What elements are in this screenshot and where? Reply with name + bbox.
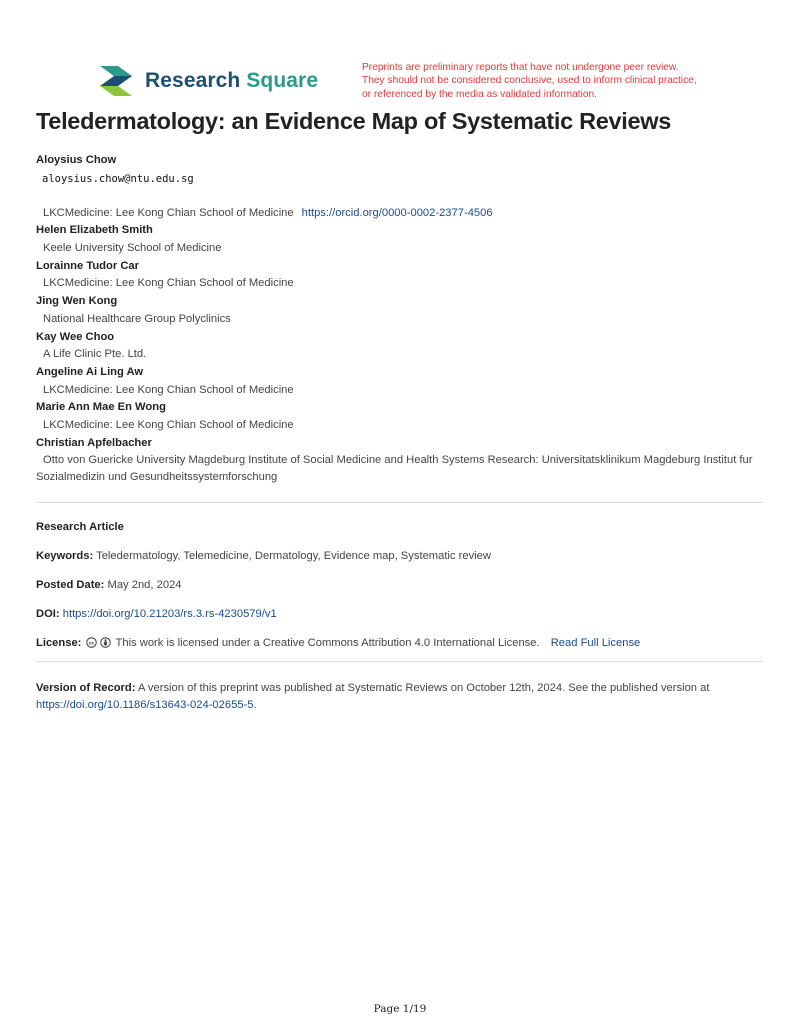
read-full-license-link[interactable]: Read Full License	[550, 637, 641, 649]
preprint-disclaimer	[362, 61, 782, 101]
logo-text	[145, 69, 318, 93]
article-type-label: Research Article	[36, 521, 124, 533]
author-name: Lorainne Tudor Car	[36, 259, 139, 272]
author-name: Angeline Ai Ling Aw	[36, 365, 144, 378]
license	[36, 637, 766, 651]
keywords	[36, 550, 766, 562]
posted-date	[36, 579, 766, 591]
disclaimer-line: They should not be considered conclusive, used to inform clinical practice,	[362, 75, 697, 87]
disclaimer-line: Preprints are preliminary reports that have not undergone peer review.	[362, 62, 679, 73]
version-of-record	[36, 680, 766, 714]
author-affiliation: A Life Clinic Pte. Ltd.	[43, 348, 147, 361]
cc-icon	[86, 637, 97, 648]
spacer	[36, 188, 766, 205]
author-name: Christian Apfelbacher	[36, 436, 152, 449]
posted-date-value: May 2nd, 2024	[107, 579, 182, 591]
license-icons	[86, 637, 111, 651]
paper-title: Teledermatology: an Evidence Map of Systematic Reviews	[36, 108, 672, 134]
svg-text:cc: cc	[88, 641, 94, 647]
author-affiliation: Otto von Guericke University Magdeburg Institute of Social Medicine and Health Systems Research: Universitatsklinikum Magdeburg Institut fur Sozialmedizin und Gesundheitssystemforschung	[36, 454, 753, 484]
author-affiliation	[43, 205, 766, 223]
orcid-link[interactable]: https://orcid.org/0000-0002-2377-4506	[301, 206, 493, 219]
keywords-label: Keywords:	[36, 550, 94, 562]
doi-label: DOI:	[36, 608, 60, 620]
article-type	[36, 521, 766, 533]
page-number: Page 1/19	[373, 1003, 427, 1015]
divider	[36, 661, 763, 662]
license-text: This work is licensed under a Creative Commons Attribution 4.0 International License.	[115, 637, 540, 649]
research-square-logo[interactable]	[97, 64, 319, 98]
logo-word-research: Research	[145, 69, 241, 92]
posted-date-label: Posted Date:	[36, 579, 105, 591]
keywords-value: Teledermatology, Telemedicine, Dermatology, Evidence map, Systematic review	[96, 550, 491, 562]
author-email[interactable]: aloysius.chow@ntu.edu.sg	[42, 172, 194, 185]
author-name: Marie Ann Mae En Wong	[36, 401, 166, 414]
version-of-record-end: .	[253, 699, 257, 711]
author-name: Jing Wen Kong	[36, 295, 118, 308]
affiliation-text: LKCMedicine: Lee Kong Chian School of Medicine	[43, 206, 294, 219]
author-name: Helen Elizabeth Smith	[36, 224, 153, 237]
by-icon	[100, 637, 111, 648]
version-of-record-text: A version of this preprint was published at Systematic Reviews on October 12th, 2024. See the published version at	[137, 682, 710, 694]
disclaimer-line: or referenced by the media as validated information.	[362, 88, 598, 100]
author-affiliation: LKCMedicine: Lee Kong Chian School of Medicine	[43, 277, 294, 290]
author-name: Aloysius Chow	[36, 154, 117, 166]
header	[0, 0, 800, 110]
license-label: License:	[36, 637, 82, 649]
author-list	[36, 152, 766, 486]
divider	[36, 502, 763, 503]
research-square-logo-mark-icon	[97, 65, 137, 97]
author-affiliation: National Healthcare Group Polyclinics	[43, 312, 231, 325]
author-affiliation: LKCMedicine: Lee Kong Chian School of Medicine	[43, 383, 294, 396]
author-affiliation: LKCMedicine: Lee Kong Chian School of Medicine	[43, 418, 294, 431]
doi-link[interactable]: https://doi.org/10.21203/rs.3.rs-4230579/v1	[62, 608, 277, 620]
doi	[36, 608, 766, 620]
version-of-record-link[interactable]: https://doi.org/10.1186/s13643-024-02655-5	[36, 699, 254, 711]
logo-word-square: Square	[246, 69, 319, 92]
author-affiliation: Keele University School of Medicine	[43, 241, 222, 254]
author-name: Kay Wee Choo	[36, 330, 115, 343]
version-of-record-label: Version of Record:	[36, 682, 136, 694]
